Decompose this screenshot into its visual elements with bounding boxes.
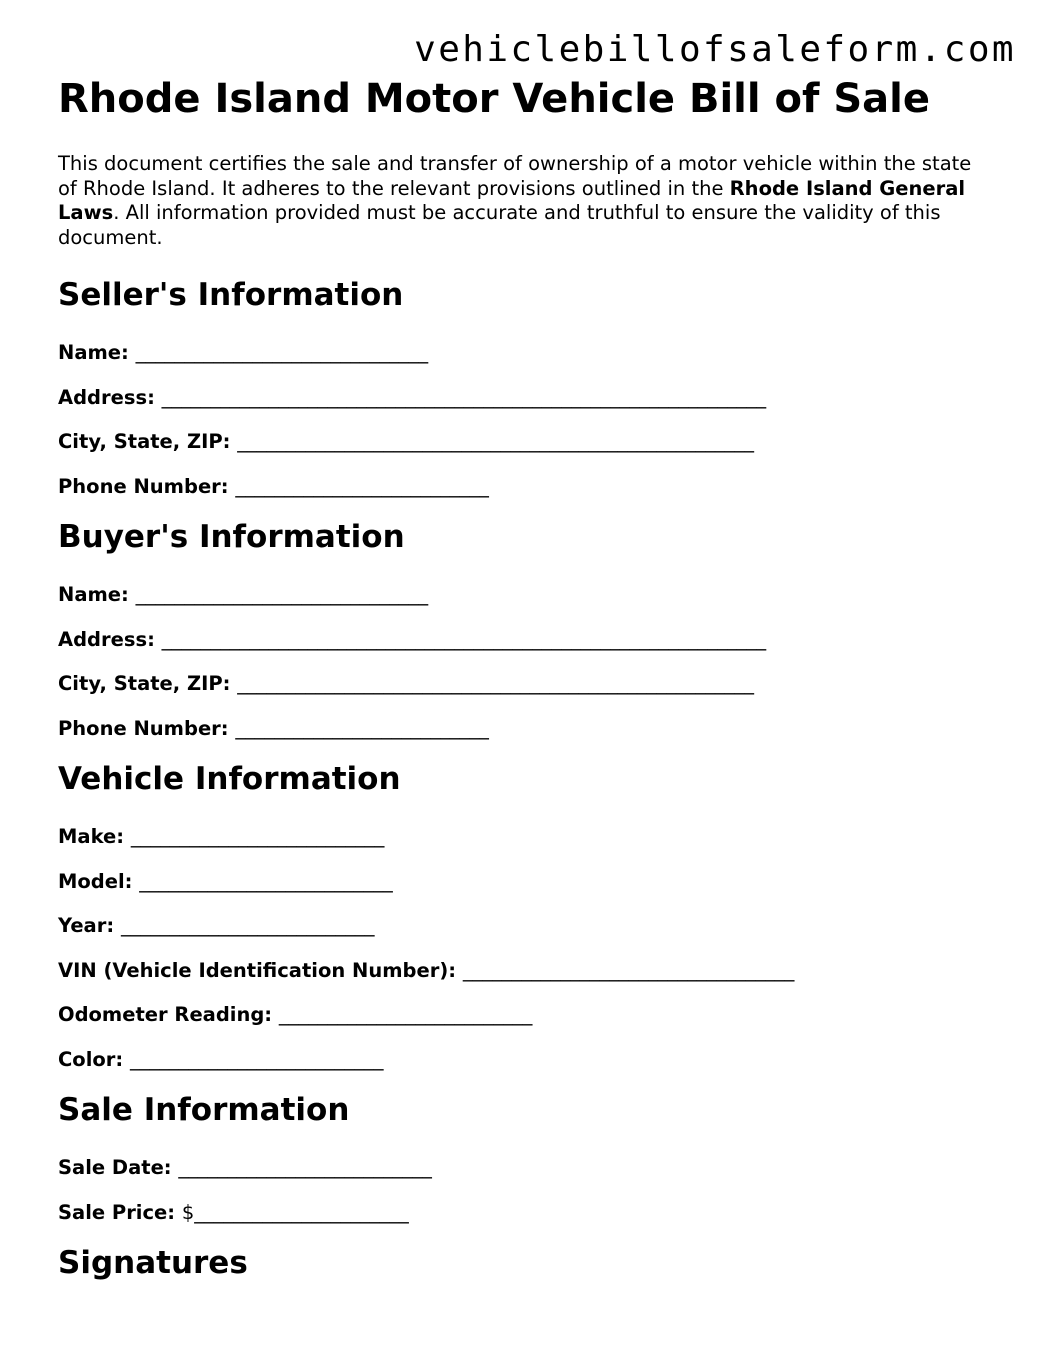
seller-phone-blank[interactable]: __________________________	[235, 474, 489, 498]
buyer-address-field	[58, 627, 978, 651]
intro-law-reference: Rhode Island General Laws	[58, 176, 966, 224]
vehicle-odometer-blank[interactable]: __________________________	[278, 1003, 533, 1027]
sale-price-field	[58, 1200, 978, 1224]
seller-address-blank[interactable]: ______________________________________________________________	[161, 385, 767, 409]
intro-text-2: . All information provided must be accurate and truthful to ensure the validity of this document.	[58, 201, 941, 249]
vehicle-vin-field	[58, 958, 978, 982]
vehicle-make-blank[interactable]: __________________________	[130, 825, 385, 849]
buyer-city-state-zip-blank[interactable]: _____________________________________________________	[237, 672, 755, 696]
sale-section-heading: Sale Information	[58, 1092, 350, 1129]
seller-section-heading: Seller's Information	[58, 277, 404, 313]
seller-name-label: Name:	[58, 341, 129, 365]
signatures-section-heading: Signatures	[58, 1245, 248, 1282]
buyer-city-state-zip-label: City, State, ZIP:	[58, 672, 231, 696]
buyer-name-field	[58, 585, 978, 605]
vehicle-model-label: Model:	[58, 869, 133, 893]
seller-name-field	[58, 343, 978, 363]
vehicle-year-field	[58, 916, 978, 936]
vehicle-color-blank[interactable]: __________________________	[130, 1047, 384, 1071]
intro-text-1: This document certifies the sale and transfer of ownership of a motor vehicle within the state of Rhode Island. It adheres to the relevant provisions outlined in the	[58, 152, 972, 200]
seller-address-field	[58, 385, 978, 409]
vehicle-make-label: Make:	[58, 825, 125, 849]
vehicle-model-blank[interactable]: __________________________	[139, 869, 393, 893]
document-title: Rhode Island Motor Vehicle Bill of Sale	[58, 76, 930, 122]
vehicle-year-label: Year:	[58, 914, 115, 938]
buyer-phone-label: Phone Number:	[58, 716, 229, 740]
document-body	[58, 76, 978, 1280]
buyer-section-heading: Buyer's Information	[58, 519, 405, 556]
seller-city-state-zip-field	[58, 432, 978, 452]
buyer-address-label: Address:	[58, 627, 155, 651]
vehicle-model-field	[58, 869, 978, 893]
vehicle-make-field	[58, 827, 978, 847]
vehicle-year-blank[interactable]: __________________________	[120, 914, 375, 938]
seller-phone-field	[58, 474, 978, 498]
buyer-address-blank[interactable]: ______________________________________________________________	[161, 627, 767, 651]
sale-date-label: Sale Date:	[58, 1156, 172, 1180]
buyer-phone-field	[58, 716, 978, 740]
buyer-name-label: Name:	[58, 583, 129, 607]
vehicle-section-heading: Vehicle Information	[58, 761, 401, 798]
buyer-city-state-zip-field	[58, 674, 978, 694]
vehicle-color-label: Color:	[58, 1047, 124, 1071]
intro-paragraph	[58, 152, 978, 250]
vehicle-odometer-label: Odometer Reading:	[58, 1003, 273, 1027]
seller-address-label: Address:	[58, 385, 155, 409]
vehicle-vin-blank[interactable]: __________________________________	[462, 958, 795, 982]
seller-name-blank[interactable]: ______________________________	[135, 341, 429, 365]
site-watermark: vehiclebillofsaleform.com	[414, 29, 1016, 70]
seller-city-state-zip-blank[interactable]: _____________________________________________________	[237, 430, 755, 454]
seller-phone-label: Phone Number:	[58, 474, 229, 498]
sale-price-blank[interactable]: $______________________	[181, 1200, 409, 1224]
vehicle-vin-label: VIN (Vehicle Identification Number):	[58, 958, 457, 982]
sale-date-blank[interactable]: __________________________	[178, 1156, 432, 1180]
buyer-name-blank[interactable]: ______________________________	[135, 583, 429, 607]
buyer-phone-blank[interactable]: __________________________	[235, 716, 489, 740]
sale-date-field	[58, 1158, 978, 1178]
sale-price-label: Sale Price:	[58, 1200, 176, 1224]
vehicle-odometer-field	[58, 1005, 978, 1025]
vehicle-color-field	[58, 1047, 978, 1071]
seller-city-state-zip-label: City, State, ZIP:	[58, 430, 231, 454]
